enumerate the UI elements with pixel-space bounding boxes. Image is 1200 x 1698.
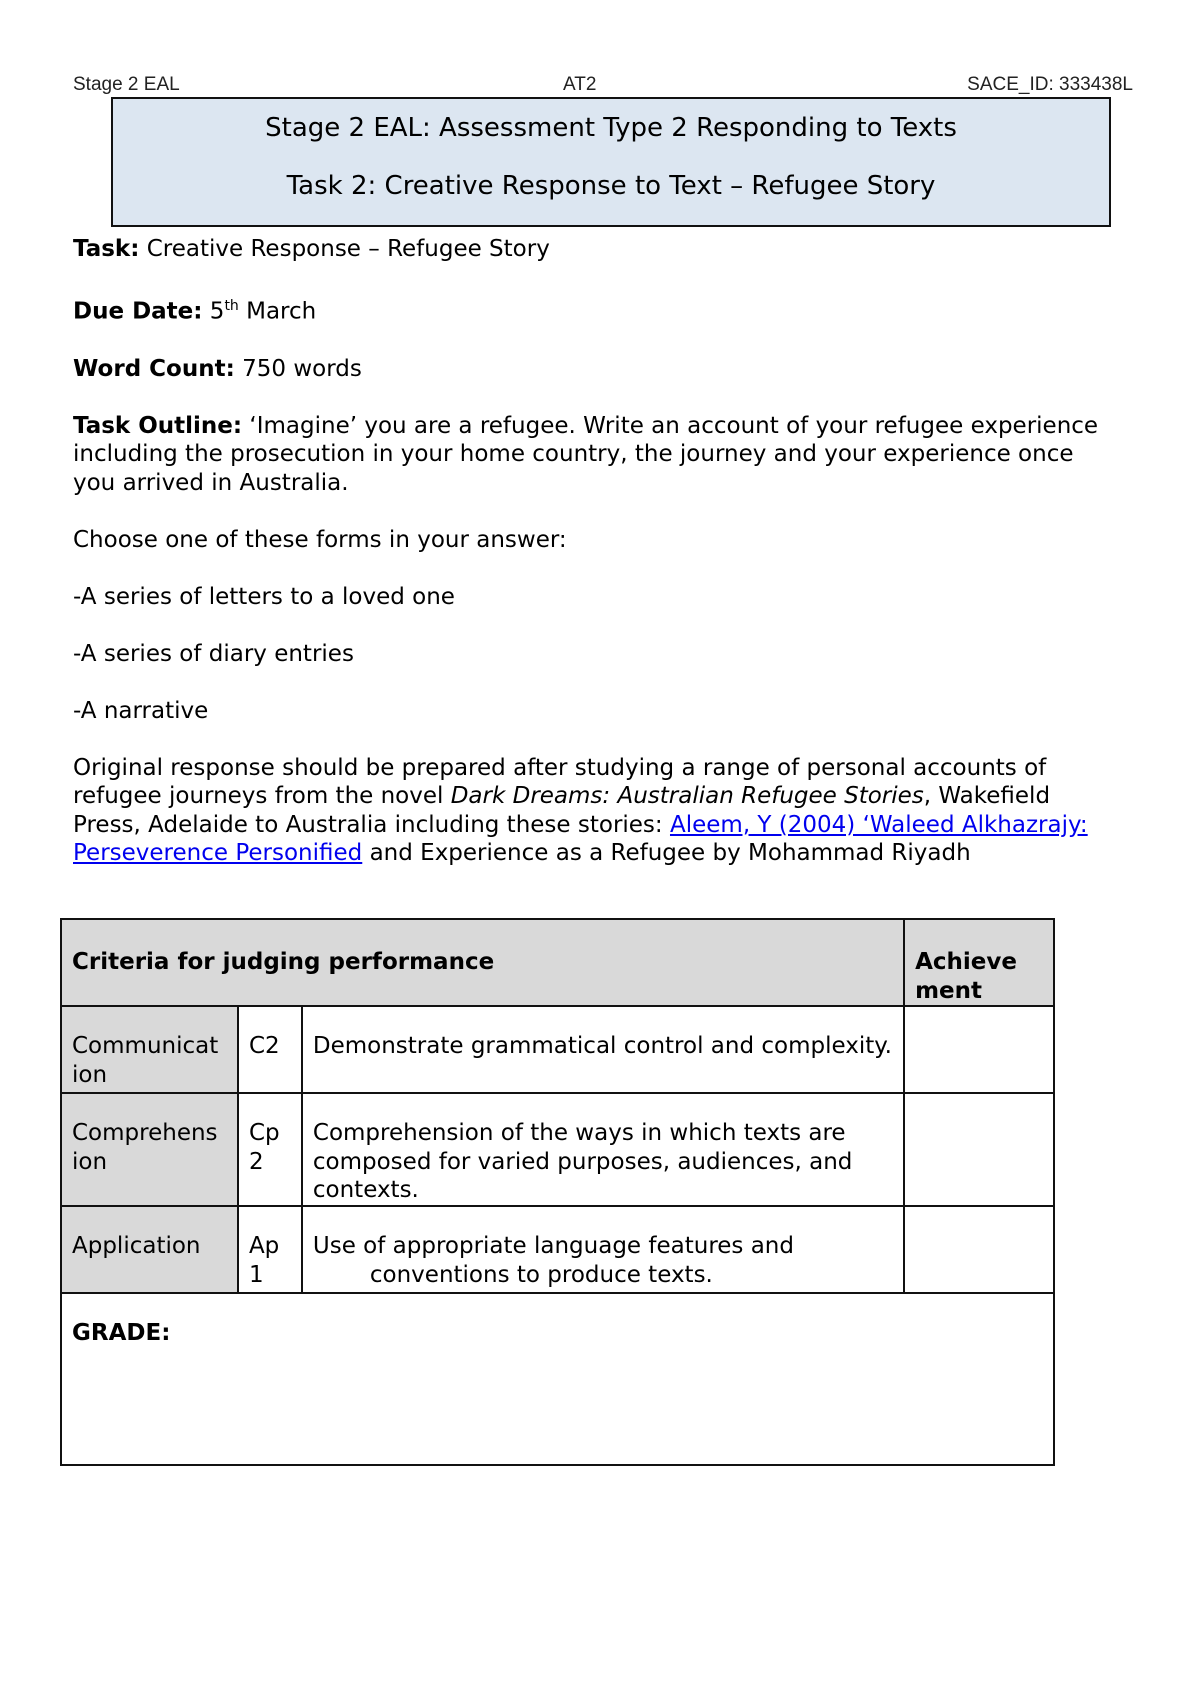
task-label: Task: — [73, 236, 140, 262]
task-outline — [73, 412, 1113, 498]
book-title: Dark Dreams: Australian Refugee Stories — [450, 783, 924, 810]
word-count-value: 750 words — [234, 355, 362, 382]
original-response-middle: , Wakefield Press, Adelaide to Australia including these stories: — [73, 783, 1051, 838]
grade-cell[interactable] — [61, 1293, 1054, 1465]
criterion-code: Ap 1 — [238, 1206, 302, 1293]
criterion-code: C2 — [238, 1006, 302, 1093]
due-date-line — [73, 292, 1113, 326]
criterion-area: Communicat ion — [61, 1006, 238, 1093]
table-row — [61, 1093, 1054, 1206]
header-course: Stage 2 EAL — [73, 74, 180, 95]
due-date-month: March — [238, 298, 317, 325]
criterion-description-line: Use of appropriate language features and — [312, 1233, 794, 1259]
achievement-cell[interactable] — [904, 1093, 1054, 1206]
story-link[interactable]: Aleem, Y (2004) ‘Waleed Alkhazrajy: Perseverence Personified — [73, 811, 1088, 867]
task-subtitle: Task 2: Creative Response to Text – Refugee Story — [286, 171, 936, 201]
header-assessment-type: AT2 — [563, 74, 597, 95]
due-date-suffix: th — [224, 298, 239, 314]
title-box — [111, 97, 1111, 227]
form-option: -A series of diary entries — [73, 640, 354, 667]
task-line — [73, 235, 1113, 264]
original-response-paragraph — [73, 754, 1113, 868]
document-title: Stage 2 EAL: Assessment Type 2 Responding to Texts — [265, 113, 957, 143]
table-header-row — [61, 919, 1054, 1006]
criterion-description: Comprehension of the ways in which texts are composed for varied purposes, audiences, and contexts. — [302, 1093, 904, 1206]
word-count-label: Word Count: — [73, 355, 235, 382]
criteria-header: Criteria for judging performance — [61, 919, 904, 1006]
word-count-line — [73, 355, 1113, 384]
grade-row — [61, 1293, 1054, 1465]
achievement-cell[interactable] — [904, 1006, 1054, 1093]
criterion-description: Demonstrate grammatical control and complexity. — [302, 1006, 904, 1093]
task-outline-text: ‘Imagine’ you are a refugee. Write an account of your refugee experience including the prosecution in your home country, the journey and your experience once you arrived in Australia. — [73, 412, 1099, 496]
achievement-cell[interactable] — [904, 1206, 1054, 1293]
header-sace-id: SACE_ID: 333438L — [967, 74, 1133, 95]
task-details — [73, 235, 1113, 896]
achievement-header: Achieve ment — [904, 919, 1054, 1006]
forms-intro: Choose one of these forms in your answer: — [73, 526, 567, 553]
due-date-label: Due Date: — [73, 298, 203, 325]
criterion-description — [302, 1206, 904, 1293]
task-value: Creative Response – Refugee Story — [139, 236, 550, 262]
criterion-description-line: conventions to produce texts. — [369, 1261, 713, 1288]
criterion-code: Cp 2 — [238, 1093, 302, 1206]
grade-label: GRADE: — [72, 1320, 171, 1346]
task-outline-label: Task Outline: — [73, 412, 243, 439]
original-response-text: Original response should be prepared after studying a range of personal accounts of refugee journeys from the novel — [73, 754, 1047, 810]
table-row — [61, 1206, 1054, 1293]
criterion-area: Application — [61, 1206, 238, 1293]
form-option: -A narrative — [73, 697, 209, 724]
criteria-table — [60, 918, 1055, 1466]
form-option: -A series of letters to a loved one — [73, 583, 455, 610]
original-response-end: and Experience as a Refugee by Mohammad Riyadh — [362, 840, 971, 867]
table-row — [61, 1006, 1054, 1093]
criterion-area: Comprehens ion — [61, 1093, 238, 1206]
due-date-day: 5 — [202, 298, 225, 325]
